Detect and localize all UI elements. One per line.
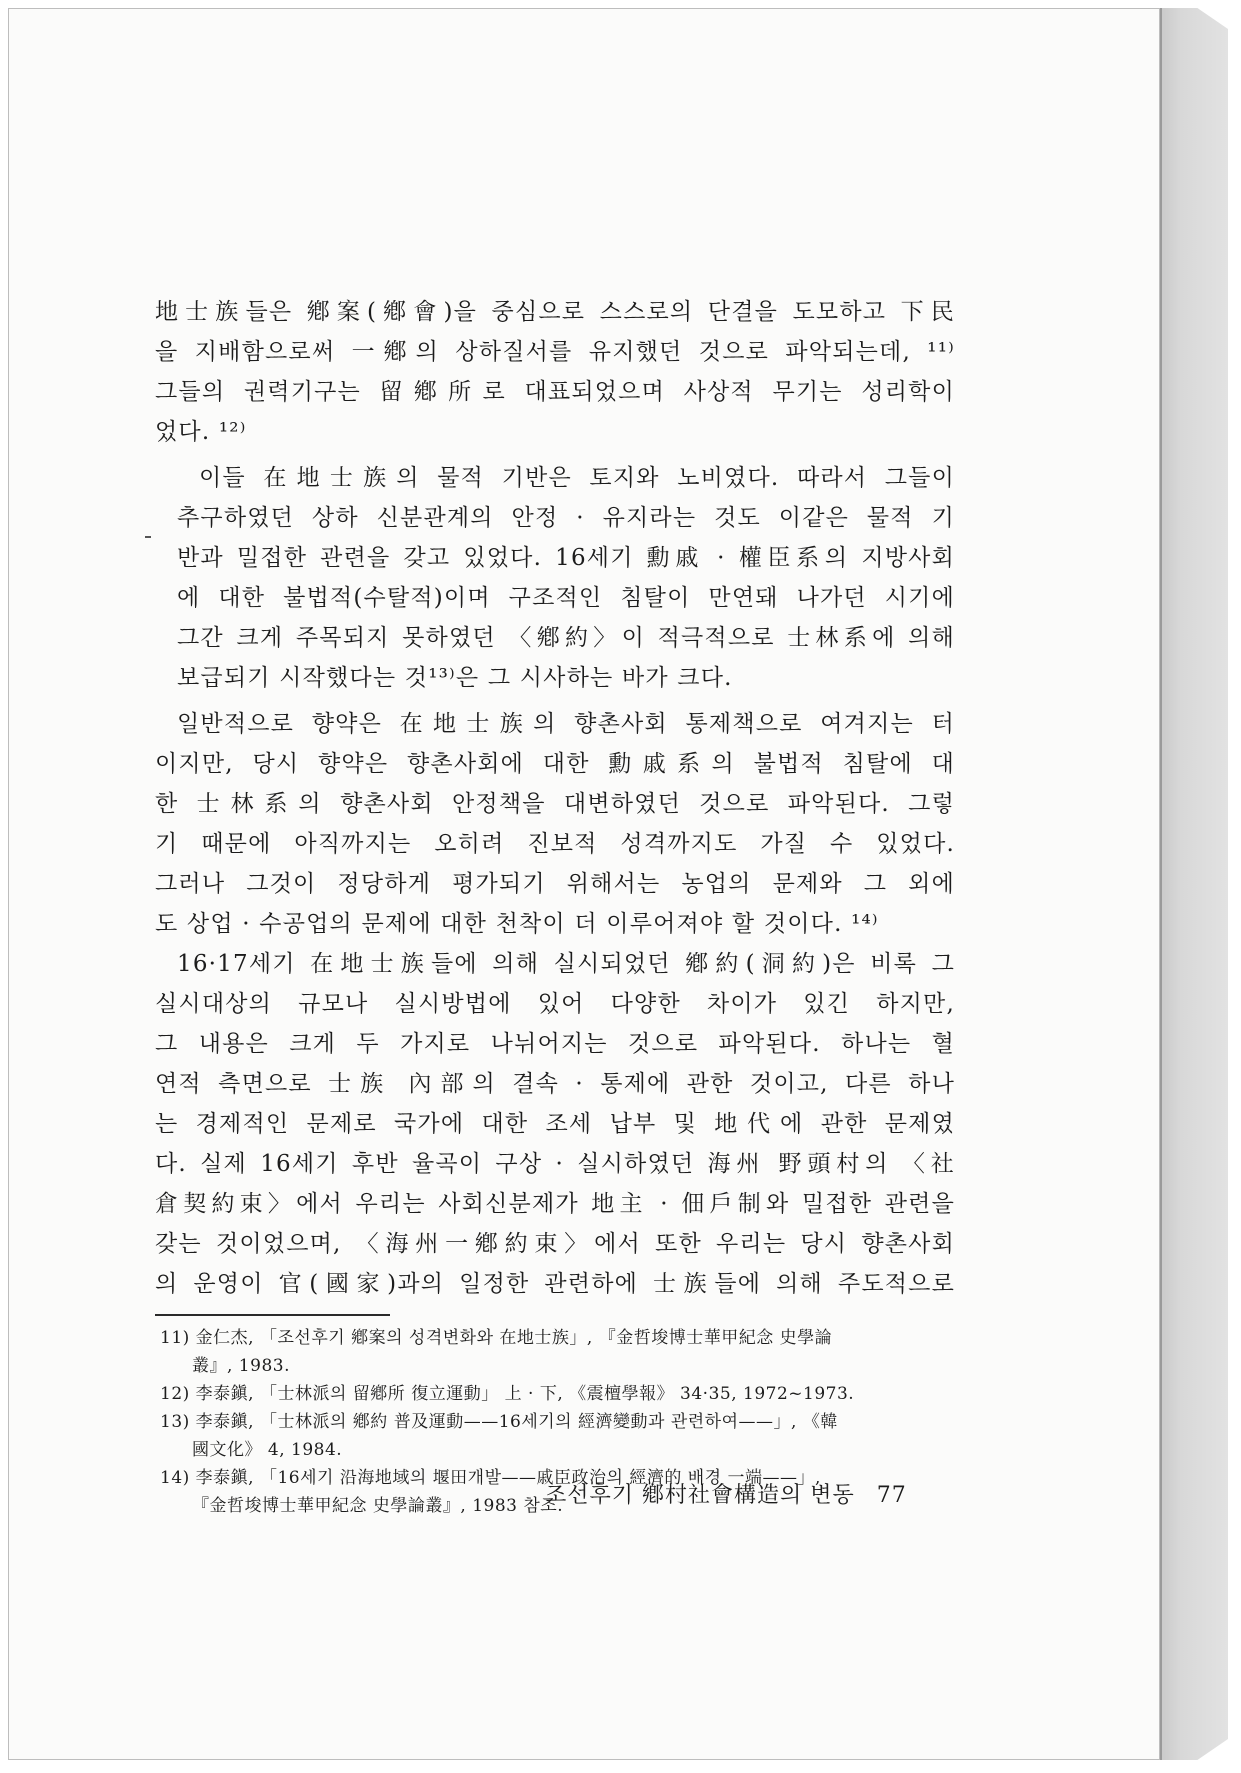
text-line: 그 내용은 크게 두 가지로 나뉘어지는 것으로 파악된다. 하나는 혈 — [155, 1031, 955, 1057]
text-line: 그들의 권력기구는 留鄕所로 대표되었으며 사상적 무기는 성리학이 — [155, 379, 955, 405]
text-line: 다. 실제 16세기 후반 율곡이 구상 · 실시하였던 海州 野頭村의 〈社 — [155, 1151, 955, 1177]
text-line: 도 상업 · 수공업의 문제에 대한 천착이 더 이루어져야 할 것이다. ¹⁴⁾ — [155, 911, 879, 937]
margin-mark — [145, 536, 151, 538]
footnote-line: 11) 金仁杰, 「조선후기 鄕案의 성격변화와 在地士族」, 『金哲埈博士華甲紀念 史學論 — [160, 1328, 833, 1348]
text-line: 실시대상의 규모나 실시방법에 있어 다양한 차이가 있긴 하지만, — [155, 991, 955, 1017]
page-stack-edge — [1160, 8, 1228, 1760]
footnote-line: 14) 李泰鎭, 「16세기 沿海地域의 堰田개발——戚臣政治의 經濟的 배경 一端——」, — [160, 1468, 821, 1488]
text-line: 그간 크게 주목되지 못하였던 〈鄕約〉이 적극적으로 士林系에 의해 — [177, 625, 955, 651]
text-line: 倉契約束〉에서 우리는 사회신분제가 地主 · 佃戶制와 밀접한 관련을 — [155, 1191, 955, 1217]
text-line: 을 지배함으로써 一鄕의 상하질서를 유지했던 것으로 파악되는데, ¹¹⁾ — [155, 339, 955, 365]
paragraph-3 — [155, 704, 955, 944]
text-line: 의 운영이 官(國家)과의 일정한 관련하에 士族들에 의해 주도적으로 — [155, 1271, 955, 1297]
text-line: 일반적으로 향약은 在地士族의 향촌사회 통제책으로 여겨지는 터 — [177, 711, 955, 737]
text-line: 갖는 것이었으며, 〈海州一鄕約束〉에서 또한 우리는 당시 향촌사회 — [155, 1231, 955, 1257]
footnote-line: 12) 李泰鎭, 「士林派의 留鄕所 復立運動」 上 · 下, 《震檀學報》 34·35, 1972~1973. — [160, 1384, 855, 1404]
footnote-line: 『金哲埈博士華甲紀念 史學論叢』, 1983 참조. — [192, 1496, 564, 1516]
text-line: 그러나 그것이 정당하게 평가되기 위해서는 농업의 문제와 그 외에 — [155, 871, 955, 897]
text-line: 에 대한 불법적(수탈적)이며 구조적인 침탈이 만연돼 나가던 시기에 — [177, 585, 955, 611]
text-line: 었다. ¹²⁾ — [155, 419, 247, 445]
paragraph-4 — [155, 944, 955, 1304]
text-line: 地士族들은 鄕案(鄕會)을 중심으로 스스로의 단결을 도모하고 下民 — [155, 299, 955, 325]
running-title: 조선후기 鄕村社會構造의 변동 — [545, 1483, 855, 1508]
text-line: 추구하였던 상하 신분관계의 안정 · 유지라는 것도 이같은 물적 기 — [177, 505, 955, 531]
footnote-rule — [155, 1314, 390, 1316]
text-line: 한 士林系의 향촌사회 안정책을 대변하였던 것으로 파악된다. 그렇 — [155, 791, 955, 817]
page-number: 77 — [876, 1483, 907, 1508]
footnote-line: 13) 李泰鎭, 「士林派의 鄕約 普及運動——16세기의 經濟變動과 관련하여——」, 《韓 — [160, 1412, 838, 1432]
body-text — [155, 292, 955, 1304]
paragraph-1 — [155, 292, 955, 452]
text-line: 16·17세기 在地士族들에 의해 실시되었던 鄕約(洞約)은 비록 그 — [177, 951, 955, 977]
text-line: 반과 밀접한 관련을 갖고 있었다. 16세기 勳戚 · 權臣系의 지방사회 — [177, 545, 955, 571]
footnote-line: 叢』, 1983. — [192, 1356, 290, 1376]
text-line: 는 경제적인 문제로 국가에 대한 조세 납부 및 地代에 관한 문제였 — [155, 1111, 955, 1137]
text-line: 연적 측면으로 士族 內部의 결속 · 통제에 관한 것이고, 다른 하나 — [155, 1071, 955, 1097]
text-line: 보급되기 시작했다는 것¹³⁾은 그 시사하는 바가 크다. — [177, 665, 733, 691]
running-footer — [545, 1478, 965, 1509]
text-line: 이지만, 당시 향약은 향촌사회에 대한 勳戚系의 불법적 침탈에 대 — [155, 751, 955, 777]
footnote-line: 國文化》 4, 1984. — [192, 1440, 343, 1460]
paragraph-2 — [155, 458, 955, 698]
text-line: 기 때문에 아직까지는 오히려 진보적 성격까지도 가질 수 있었다. — [155, 831, 955, 857]
text-line: 이들 在地士族의 물적 기반은 토지와 노비였다. 따라서 그들이 — [199, 465, 955, 491]
page-edge-line — [1160, 8, 1162, 1760]
